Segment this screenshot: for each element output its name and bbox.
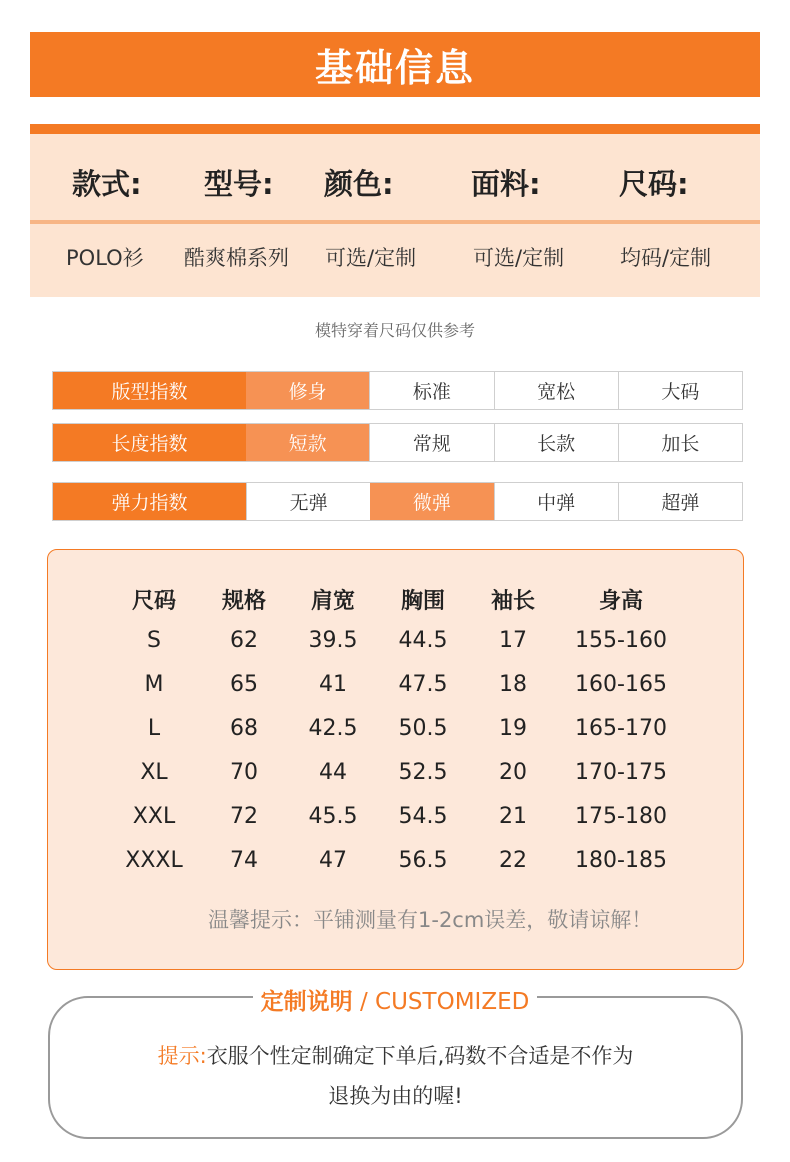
model-size-note: 模特穿着尺码仅供参考 [314,321,475,340]
customization-text [48,1036,743,1116]
row-chest: 50.5 [398,716,448,741]
stretch-option-super: 超弹 [618,483,742,520]
row-shoulder: 42.5 [308,716,358,741]
tip-prefix: 提示: [157,1044,207,1068]
color-value: 可选/定制 [325,246,417,270]
table-row [48,716,743,746]
style-label: 款式: [72,167,142,201]
stretch-option-slight: 微弹 [370,483,493,520]
fit-option-loose: 宽松 [494,372,618,409]
row-height: 175-180 [575,804,667,829]
customization-line-1: 衣服个性定制确定下单后,码数不合适是不作为 [206,1044,634,1068]
row-spec: 68 [230,716,258,741]
table-row [48,848,743,878]
row-chest: 52.5 [398,760,448,785]
row-height: 160-165 [575,672,667,697]
model-label: 型号: [204,167,274,201]
row-height: 155-160 [575,628,667,653]
header-height: 身高 [598,589,643,614]
fabric-value: 可选/定制 [473,246,565,270]
row-size: XL [140,760,168,785]
style-value: POLO衫 [66,246,144,270]
header-shoulder: 肩宽 [310,589,355,614]
row-size: M [144,672,164,697]
header-sleeve: 袖长 [490,589,535,614]
row-spec: 62 [230,628,258,653]
table-row [48,804,743,834]
row-height: 165-170 [575,716,667,741]
fit-index-row [52,371,743,410]
stretch-index-row [52,482,743,521]
size-label: 尺码: [619,167,689,201]
row-sleeve: 18 [499,672,527,697]
table-row [48,760,743,790]
customization-title-cn: 定制说明 [260,989,353,1015]
row-chest: 44.5 [398,628,448,653]
panel-top-stripe [30,124,760,134]
length-index-label: 长度指数 [53,424,246,461]
title-banner [30,32,760,97]
row-shoulder: 44 [319,760,347,785]
row-shoulder: 45.5 [308,804,358,829]
size-table-header [48,584,743,614]
row-height: 170-175 [575,760,667,785]
customization-title [0,983,790,1016]
basic-info-panel [30,124,760,297]
length-option-short: 短款 [246,424,369,461]
row-shoulder: 47 [319,848,347,873]
row-spec: 65 [230,672,258,697]
header-size: 尺码 [131,589,176,614]
row-spec: 74 [230,848,258,873]
row-shoulder: 41 [319,672,347,697]
fit-index-label: 版型指数 [53,372,246,409]
fit-option-plus: 大码 [618,372,742,409]
row-size: L [147,716,161,741]
model-value: 酷爽棉系列 [184,246,289,270]
stretch-index-label: 弹力指数 [53,483,246,520]
length-option-long: 长款 [494,424,618,461]
length-index-row [52,423,743,462]
row-sleeve: 21 [499,804,527,829]
table-row [48,628,743,658]
header-chest: 胸围 [400,589,445,614]
fit-option-standard: 标准 [369,372,493,409]
row-shoulder: 39.5 [308,628,358,653]
customization-title-en: / CUSTOMIZED [352,989,530,1015]
row-spec: 70 [230,760,258,785]
stretch-option-none: 无弹 [246,483,370,520]
customization-line-2: 退换为由的喔! [328,1084,463,1108]
row-sleeve: 17 [499,628,527,653]
table-row [48,672,743,702]
header-spec: 规格 [221,589,266,614]
row-height: 180-185 [575,848,667,873]
row-chest: 54.5 [398,804,448,829]
fabric-label: 面料: [471,167,541,201]
length-option-regular: 常规 [369,424,493,461]
row-size: XXL [132,804,176,829]
row-sleeve: 20 [499,760,527,785]
row-chest: 47.5 [398,672,448,697]
fit-option-slim: 修身 [246,372,369,409]
row-sleeve: 19 [499,716,527,741]
row-sleeve: 22 [499,848,527,873]
size-chart-panel [47,549,744,970]
stretch-option-medium: 中弹 [494,483,618,520]
row-size: XXXL [125,848,183,873]
length-option-extra-long: 加长 [618,424,742,461]
row-chest: 56.5 [398,848,448,873]
panel-divider [30,220,760,224]
page-title: 基础信息 [314,46,475,90]
row-spec: 72 [230,804,258,829]
row-size: S [147,628,161,653]
color-label: 颜色: [324,167,394,201]
measurement-tip: 温馨提示：平铺测量有1-2cm误差，敬请谅解！ [208,908,653,932]
size-value: 均码/定制 [620,246,712,270]
